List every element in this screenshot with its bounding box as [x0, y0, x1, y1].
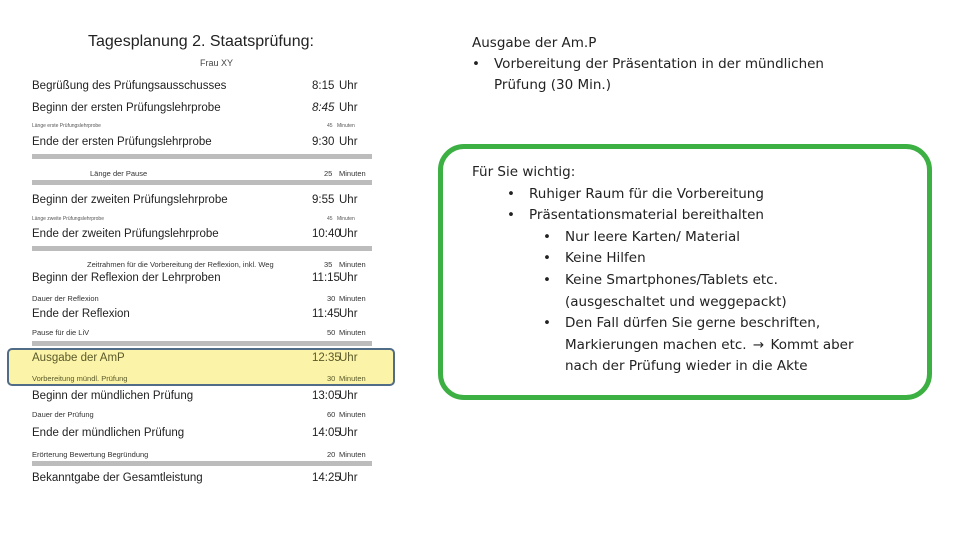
- row-unit: Minuten: [339, 374, 366, 383]
- schedule-subtitle: Frau XY: [200, 58, 234, 68]
- row-time: 10:40: [312, 228, 341, 240]
- divider: [32, 154, 372, 159]
- schedule-row: [32, 162, 370, 178]
- row-unit: Uhr: [339, 194, 358, 206]
- row-label: Beginn der zweiten Prüfungslehrprobe: [32, 194, 228, 206]
- schedule-row: [32, 304, 370, 320]
- row-time: 30: [327, 374, 336, 383]
- subitem-text: Den Fall dürfen Sie gerne beschriften, Markierungen machen etc.: [565, 315, 821, 353]
- schedule-row: [32, 423, 370, 439]
- row-label: Ende der zweiten Prüfungslehrprobe: [32, 228, 219, 240]
- schedule-row: [32, 443, 370, 459]
- row-unit: Uhr: [339, 136, 358, 148]
- row-label: Ende der Reflexion: [32, 308, 130, 320]
- row-time: 9:30: [312, 136, 335, 148]
- bullet-icon: •: [472, 56, 480, 72]
- schedule-row: [32, 132, 370, 148]
- row-unit: Minuten: [339, 169, 366, 178]
- bullet-icon: •: [507, 185, 515, 202]
- row-time: 8:15: [312, 80, 335, 92]
- subitem-suffix: Kommt aber nach der Prüfung wieder in die Akte: [565, 336, 854, 375]
- schedule-row: [32, 76, 370, 92]
- important-subitem: [543, 248, 873, 270]
- schedule-row: [32, 113, 370, 129]
- arrow-right-icon: →: [752, 336, 765, 353]
- schedule-row: [32, 287, 370, 303]
- row-label: Länge erste Prüfungslehrprobe: [32, 123, 101, 129]
- schedule-row: [32, 386, 370, 402]
- schedule-row: [32, 268, 370, 284]
- item-text: Ruhiger Raum für die Vorbereitung: [529, 185, 764, 202]
- row-unit: Minuten: [339, 328, 366, 337]
- row-time: 11:45: [312, 308, 340, 320]
- row-time: 8:45: [312, 102, 335, 114]
- row-label: Vorbereitung mündl. Prüfung: [32, 374, 128, 383]
- row-unit: Uhr: [339, 472, 358, 484]
- subitem-text-block: [565, 313, 873, 378]
- schedule-row: [32, 190, 370, 206]
- row-time: 11:15: [312, 272, 340, 284]
- row-label: Beginn der ersten Prüfungslehrprobe: [32, 102, 221, 114]
- divider: [32, 180, 372, 185]
- row-label: Beginn der mündlichen Prüfung: [32, 390, 194, 402]
- schedule-row: [32, 224, 370, 240]
- divider: [32, 246, 372, 251]
- schedule-row: [32, 348, 370, 364]
- row-unit: Uhr: [339, 427, 358, 439]
- schedule-row: [32, 253, 370, 269]
- row-unit: Uhr: [339, 352, 358, 364]
- schedule-row: [32, 321, 370, 337]
- row-time: 9:55: [312, 194, 335, 206]
- row-label: Beginn der Reflexion der Lehrproben: [32, 272, 221, 284]
- row-unit: Minuten: [339, 410, 366, 419]
- row-time: 45: [327, 216, 333, 222]
- schedule-row: [32, 206, 370, 222]
- row-time: 13:05: [312, 390, 341, 402]
- amp-heading: Ausgabe der Am.P: [472, 35, 597, 51]
- amp-bullet-text: Vorbereitung der Präsentation in der mündlichen Prüfung (30 Min.): [494, 56, 824, 93]
- important-subitem: [543, 270, 873, 313]
- row-unit: Uhr: [339, 102, 358, 114]
- row-label: Zeitrahmen für die Vorbereitung der Reflexion, inkl. Weg: [87, 260, 274, 269]
- amp-bullet-item: [472, 54, 872, 96]
- row-unit: Minuten: [339, 294, 366, 303]
- row-unit: Uhr: [339, 272, 358, 284]
- row-time: 20: [327, 450, 336, 459]
- schedule-row: [32, 403, 370, 419]
- row-unit: Minuten: [339, 260, 366, 269]
- row-unit: Uhr: [339, 80, 358, 92]
- row-time: 12:35: [312, 352, 341, 364]
- row-unit: Minuten: [337, 216, 355, 222]
- schedule-title: Tagesplanung 2. Staatsprüfung:: [88, 33, 314, 50]
- row-time: 25: [324, 169, 333, 178]
- row-label: Ende der ersten Prüfungslehrprobe: [32, 136, 212, 148]
- row-time: 45: [327, 123, 333, 129]
- bullet-icon: •: [543, 315, 551, 332]
- divider: [32, 341, 372, 346]
- bullet-icon: •: [543, 250, 551, 267]
- row-unit: Uhr: [339, 228, 358, 240]
- important-heading: Für Sie wichtig:: [472, 164, 576, 180]
- amp-section: [472, 33, 872, 96]
- important-subitem: [543, 313, 873, 378]
- row-label: Pause für die LiV: [32, 328, 90, 337]
- row-time: 14:05: [312, 427, 341, 439]
- row-label: Dauer der Reflexion: [32, 294, 99, 303]
- row-label: Ausgabe der AmP: [32, 352, 125, 364]
- important-item: [507, 184, 873, 206]
- bullet-icon: •: [543, 271, 551, 288]
- row-time: 30: [327, 294, 336, 303]
- row-label: Erörterung Bewertung Begründung: [32, 450, 149, 459]
- schedule-row: [32, 468, 370, 484]
- row-label: Begrüßung des Prüfungsausschusses: [32, 80, 227, 92]
- row-time: 14:25: [312, 472, 341, 484]
- row-unit: Uhr: [339, 390, 358, 402]
- schedule-row: [32, 98, 370, 114]
- row-time: 60: [327, 410, 336, 419]
- row-time: 35: [324, 260, 333, 269]
- row-unit: Minuten: [339, 450, 366, 459]
- bullet-icon: •: [507, 207, 515, 224]
- important-content: [472, 162, 873, 378]
- subitem-text: Keine Smartphones/Tablets etc. (ausgeschaltet und weggepackt): [565, 271, 787, 310]
- item-text: Präsentationsmaterial bereithalten: [529, 207, 764, 224]
- row-label: Länge der Pause: [90, 169, 148, 178]
- bullet-icon: •: [543, 228, 551, 245]
- divider: [32, 461, 372, 466]
- subitem-text: Nur leere Karten/ Material: [565, 228, 740, 245]
- row-label: Dauer der Prüfung: [32, 410, 94, 419]
- row-unit: Minuten: [337, 123, 355, 129]
- row-unit: Uhr: [339, 308, 358, 320]
- row-label: Bekanntgabe der Gesamtleistung: [32, 472, 203, 484]
- important-item: [507, 205, 873, 227]
- subitem-text: Keine Hilfen: [565, 250, 646, 267]
- schedule-panel: [0, 0, 420, 540]
- row-label: Ende der mündlichen Prüfung: [32, 427, 185, 439]
- important-subitem: [543, 227, 873, 249]
- schedule-row: [32, 367, 370, 383]
- row-time: 50: [327, 328, 336, 337]
- row-label: Länge zweite Prüfungslehrprobe: [32, 216, 104, 222]
